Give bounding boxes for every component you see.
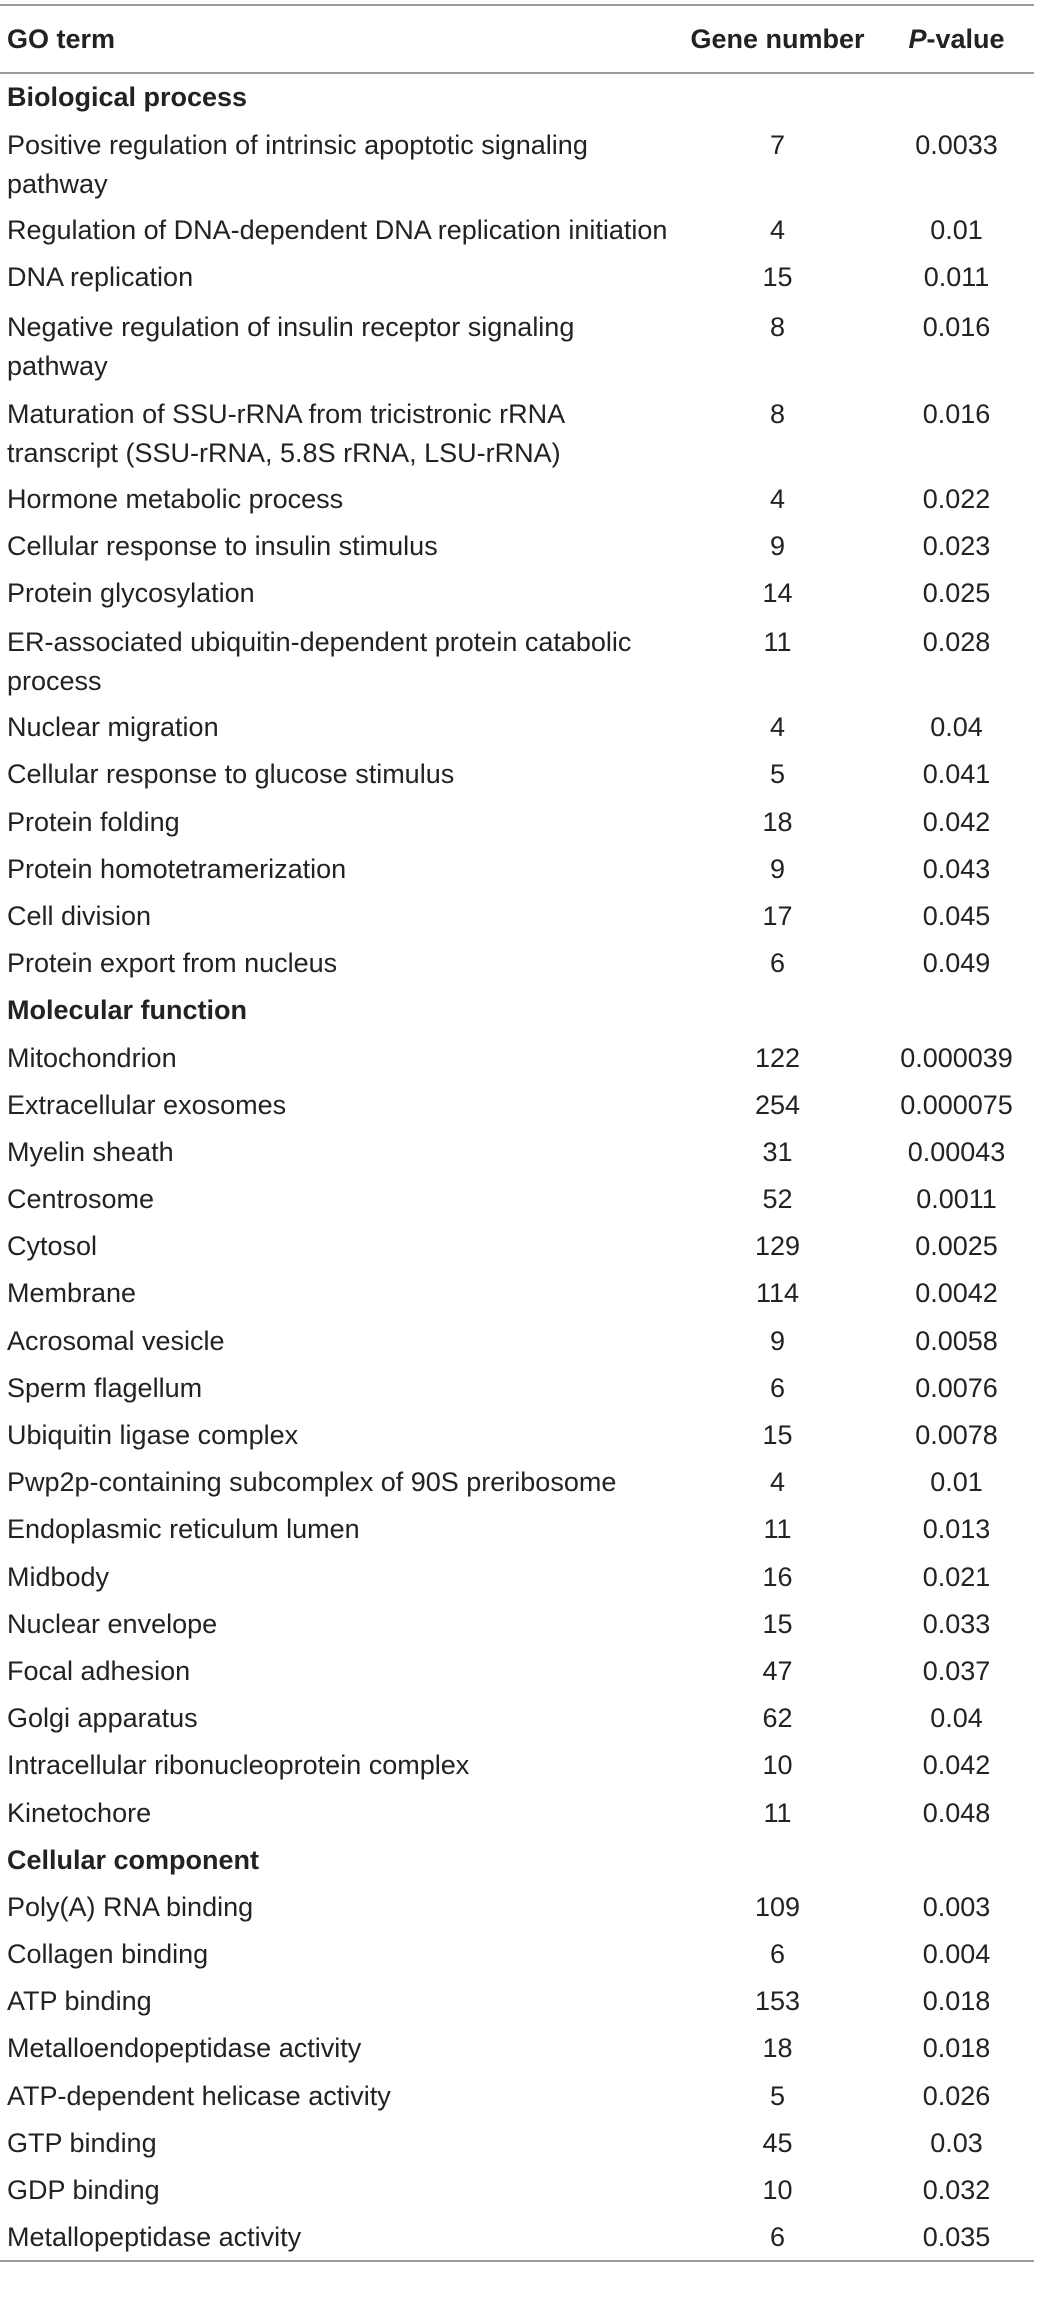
table-row xyxy=(0,1129,1034,1176)
table-row xyxy=(0,893,1034,940)
table-row xyxy=(0,1789,1034,1836)
section-header-row xyxy=(0,73,1034,120)
table-row xyxy=(0,1978,1034,2025)
go-term-cell: Kinetochore xyxy=(7,1797,152,1828)
go-term-cell: DNA replication xyxy=(7,262,194,293)
go-term-cell: Maturation of SSU-rRNA from tricistronic rRNA transcript (SSU-rRNA, 5.8S rRNA, LSU-rRNA) xyxy=(7,398,564,468)
table-row xyxy=(0,617,1034,704)
gene-number-cell: 8 xyxy=(769,398,786,429)
p-value-cell: 0.0033 xyxy=(915,130,998,161)
p-value-cell: 0.0025 xyxy=(915,1231,998,1262)
table-row xyxy=(0,1506,1034,1553)
go-term-cell: Acrosomal vesicle xyxy=(7,1325,225,1356)
go-term-cell: Endoplasmic reticulum lumen xyxy=(7,1514,360,1545)
p-value-cell: 0.033 xyxy=(922,1608,991,1639)
table-row xyxy=(0,120,1034,207)
section-title: Cellular component xyxy=(7,1844,260,1875)
go-term-cell: Nuclear migration xyxy=(7,712,219,743)
go-term-cell: Cellular response to glucose stimulus xyxy=(7,759,455,790)
p-value-cell: 0.000039 xyxy=(900,1042,1013,1073)
gene-number-cell: 17 xyxy=(762,900,793,931)
p-value-cell: 0.0076 xyxy=(915,1372,998,1403)
table-row xyxy=(0,1034,1034,1081)
p-value-cell: 0.00043 xyxy=(907,1136,1006,1167)
table-row xyxy=(0,1695,1034,1742)
gene-number-cell: 6 xyxy=(769,1939,786,1970)
go-term-cell: Negative regulation of insulin receptor signaling pathway xyxy=(7,311,575,381)
go-term-cell: Sperm flagellum xyxy=(7,1372,203,1403)
gene-number-cell: 15 xyxy=(762,1420,793,1451)
go-term-cell: Protein export from nucleus xyxy=(7,948,338,979)
p-value-cell: 0.01 xyxy=(930,1467,983,1498)
gene-number-cell: 31 xyxy=(762,1136,793,1167)
gene-number-cell: 15 xyxy=(762,1608,793,1639)
go-term-cell: Cell division xyxy=(7,900,152,931)
gene-number-cell: 4 xyxy=(769,1467,786,1498)
section-title: Molecular function xyxy=(7,995,248,1026)
p-value-cell: 0.035 xyxy=(879,2214,1034,2261)
go-term-cell: Focal adhesion xyxy=(7,1655,191,1686)
table-row xyxy=(0,1742,1034,1789)
section-header-row xyxy=(0,1837,1034,1884)
table-row xyxy=(0,704,1034,751)
gene-number-cell: 5 xyxy=(769,2080,786,2111)
gene-number-cell: 4 xyxy=(769,215,786,246)
p-value-cell: 0.018 xyxy=(922,2033,991,2064)
p-value-cell: 0.003 xyxy=(922,1891,991,1922)
section-header-row xyxy=(0,987,1034,1034)
p-value-cell: 0.026 xyxy=(922,2080,991,2111)
p-value-cell: 0.028 xyxy=(922,627,991,658)
table-header xyxy=(0,5,1034,73)
gene-number-cell: 10 xyxy=(762,1750,793,1781)
go-enrichment-table xyxy=(0,4,1034,2262)
header-p-value xyxy=(879,5,1034,73)
p-value-cell: 0.022 xyxy=(922,483,991,514)
p-value-cell: 0.042 xyxy=(922,806,991,837)
p-value-cell: 0.023 xyxy=(922,530,991,561)
table-row xyxy=(0,1884,1034,1931)
p-value-cell: 0.011 xyxy=(923,262,990,293)
go-term-cell: Positive regulation of intrinsic apoptotic signaling pathway xyxy=(7,130,588,200)
gene-number-cell: 7 xyxy=(769,130,786,161)
go-term-cell: Intracellular ribonucleoprotein complex xyxy=(7,1750,470,1781)
p-value-cell: 0.016 xyxy=(922,398,991,429)
p-value-cell: 0.04 xyxy=(930,1703,983,1734)
p-value-cell: 0.025 xyxy=(922,578,991,609)
header-gene-number: Gene number xyxy=(676,5,879,73)
p-value-cell: 0.042 xyxy=(922,1750,991,1781)
gene-number-cell: 4 xyxy=(769,712,786,743)
p-value-cell: 0.043 xyxy=(922,853,991,884)
gene-number-cell: 11 xyxy=(763,627,792,658)
gene-number-cell: 9 xyxy=(769,530,786,561)
gene-number-cell: 254 xyxy=(754,1089,801,1120)
go-term-cell: ER-associated ubiquitin-dependent protein catabolic process xyxy=(7,627,632,697)
gene-number-cell: 6 xyxy=(769,948,786,979)
go-term-cell: Nuclear envelope xyxy=(7,1608,218,1639)
gene-number-cell: 62 xyxy=(762,1703,793,1734)
p-value-cell: 0.041 xyxy=(922,759,991,790)
section-title: Biological process xyxy=(7,81,248,112)
gene-number-cell: 9 xyxy=(769,1325,786,1356)
p-value-cell: 0.0058 xyxy=(915,1325,998,1356)
go-term-cell: Midbody xyxy=(7,1561,110,1592)
table-body xyxy=(0,73,1034,2261)
table-row xyxy=(0,2073,1034,2120)
p-value-cell: 0.016 xyxy=(922,311,991,342)
go-term-cell: Centrosome xyxy=(7,1184,155,1215)
p-value-cell: 0.049 xyxy=(922,948,991,979)
gene-number-cell: 129 xyxy=(754,1231,801,1262)
table-row xyxy=(0,2167,1034,2214)
table-row xyxy=(0,302,1034,389)
table-row xyxy=(0,1318,1034,1365)
table-row xyxy=(0,254,1034,301)
go-term-cell: Regulation of DNA-dependent DNA replication initiation xyxy=(7,215,668,246)
table-row xyxy=(0,207,1034,254)
go-term-cell: Golgi apparatus xyxy=(7,1703,198,1734)
gene-number-cell: 47 xyxy=(762,1655,793,1686)
p-value-cell: 0.032 xyxy=(922,2175,991,2206)
p-value-cell: 0.0078 xyxy=(915,1420,998,1451)
go-term-cell: Mitochondrion xyxy=(7,1042,177,1073)
go-term-cell: Cytosol xyxy=(7,1231,98,1262)
gene-number-cell: 8 xyxy=(769,311,786,342)
table-row xyxy=(0,476,1034,523)
table-row xyxy=(0,940,1034,987)
table-row xyxy=(0,846,1034,893)
go-term-cell: Protein folding xyxy=(7,806,180,837)
table-row xyxy=(0,1601,1034,1648)
gene-number-cell: 16 xyxy=(762,1561,793,1592)
go-term-cell: Protein homotetramerization xyxy=(7,853,347,884)
go-term-cell: Collagen binding xyxy=(7,1939,209,1970)
table-row xyxy=(0,1223,1034,1270)
table-row xyxy=(0,1082,1034,1129)
table-row xyxy=(0,570,1034,617)
gene-number-cell: 153 xyxy=(754,1986,801,2017)
gene-number-cell: 14 xyxy=(762,578,793,609)
p-value-cell: 0.037 xyxy=(922,1655,991,1686)
gene-number-cell: 6 xyxy=(769,1372,786,1403)
go-term-cell: Poly(A) RNA binding xyxy=(7,1891,254,1922)
header-row xyxy=(0,5,1034,73)
go-term-cell: Cellular response to insulin stimulus xyxy=(7,530,438,561)
p-value-cell: 0.000075 xyxy=(900,1089,1013,1120)
gene-number-cell: 9 xyxy=(769,853,786,884)
table-row xyxy=(0,1412,1034,1459)
go-term-cell: Myelin sheath xyxy=(7,1136,174,1167)
gene-number-cell: 45 xyxy=(762,2127,793,2158)
gene-number-cell: 18 xyxy=(762,806,793,837)
header-p-suffix: -value xyxy=(926,23,1005,54)
gene-number-cell: 6 xyxy=(676,2214,879,2261)
p-value-cell: 0.01 xyxy=(930,215,983,246)
table-row xyxy=(0,1648,1034,1695)
go-term-cell: Extracellular exosomes xyxy=(7,1089,287,1120)
table-row xyxy=(0,1459,1034,1506)
table-row xyxy=(0,751,1034,798)
go-term-cell: Protein glycosylation xyxy=(7,578,255,609)
go-term-cell: GDP binding xyxy=(7,2175,160,2206)
p-value-cell: 0.021 xyxy=(922,1561,991,1592)
go-term-cell: ATP-dependent helicase activity xyxy=(7,2080,391,2111)
p-value-cell: 0.013 xyxy=(922,1514,991,1545)
gene-number-cell: 5 xyxy=(769,759,786,790)
go-term-cell: Metalloendopeptidase activity xyxy=(7,2033,362,2064)
gene-number-cell: 18 xyxy=(762,2033,793,2064)
go-term-cell: Pwp2p-containing subcomplex of 90S preribosome xyxy=(7,1467,617,1498)
go-term-cell: GTP binding xyxy=(7,2127,157,2158)
p-value-cell: 0.004 xyxy=(922,1939,991,1970)
gene-number-cell: 10 xyxy=(762,2175,793,2206)
table-row xyxy=(0,1270,1034,1317)
table-row xyxy=(0,2214,1034,2261)
table-row xyxy=(0,1931,1034,1978)
p-value-cell: 0.04 xyxy=(930,712,983,743)
header-p-letter: P xyxy=(908,23,927,54)
table-row xyxy=(0,799,1034,846)
table-row xyxy=(0,1554,1034,1601)
table-row xyxy=(0,2120,1034,2167)
go-term-cell: ATP binding xyxy=(7,1986,152,2017)
gene-number-cell: 109 xyxy=(754,1891,801,1922)
gene-number-cell: 11 xyxy=(763,1797,792,1828)
table-row xyxy=(0,1365,1034,1412)
gene-number-cell: 52 xyxy=(762,1184,793,1215)
header-go-term: GO term xyxy=(0,5,676,73)
p-value-cell: 0.018 xyxy=(922,1986,991,2017)
table-row xyxy=(0,389,1034,476)
gene-number-cell: 11 xyxy=(763,1514,792,1545)
go-term-cell: Membrane xyxy=(7,1278,137,1309)
p-value-cell: 0.048 xyxy=(922,1797,991,1828)
p-value-cell: 0.045 xyxy=(922,900,991,931)
go-term-cell: Metallopeptidase activity xyxy=(0,2214,676,2261)
gene-number-cell: 4 xyxy=(769,483,786,514)
gene-number-cell: 122 xyxy=(754,1042,801,1073)
go-term-cell: Ubiquitin ligase complex xyxy=(7,1420,299,1451)
go-term-cell: Hormone metabolic process xyxy=(7,483,344,514)
table-row xyxy=(0,2025,1034,2072)
p-value-cell: 0.0042 xyxy=(915,1278,998,1309)
gene-number-cell: 15 xyxy=(762,262,793,293)
p-value-cell: 0.03 xyxy=(930,2127,983,2158)
gene-number-cell: 114 xyxy=(755,1278,800,1309)
p-value-cell: 0.0011 xyxy=(916,1184,997,1215)
table-row xyxy=(0,523,1034,570)
table-row xyxy=(0,1176,1034,1223)
